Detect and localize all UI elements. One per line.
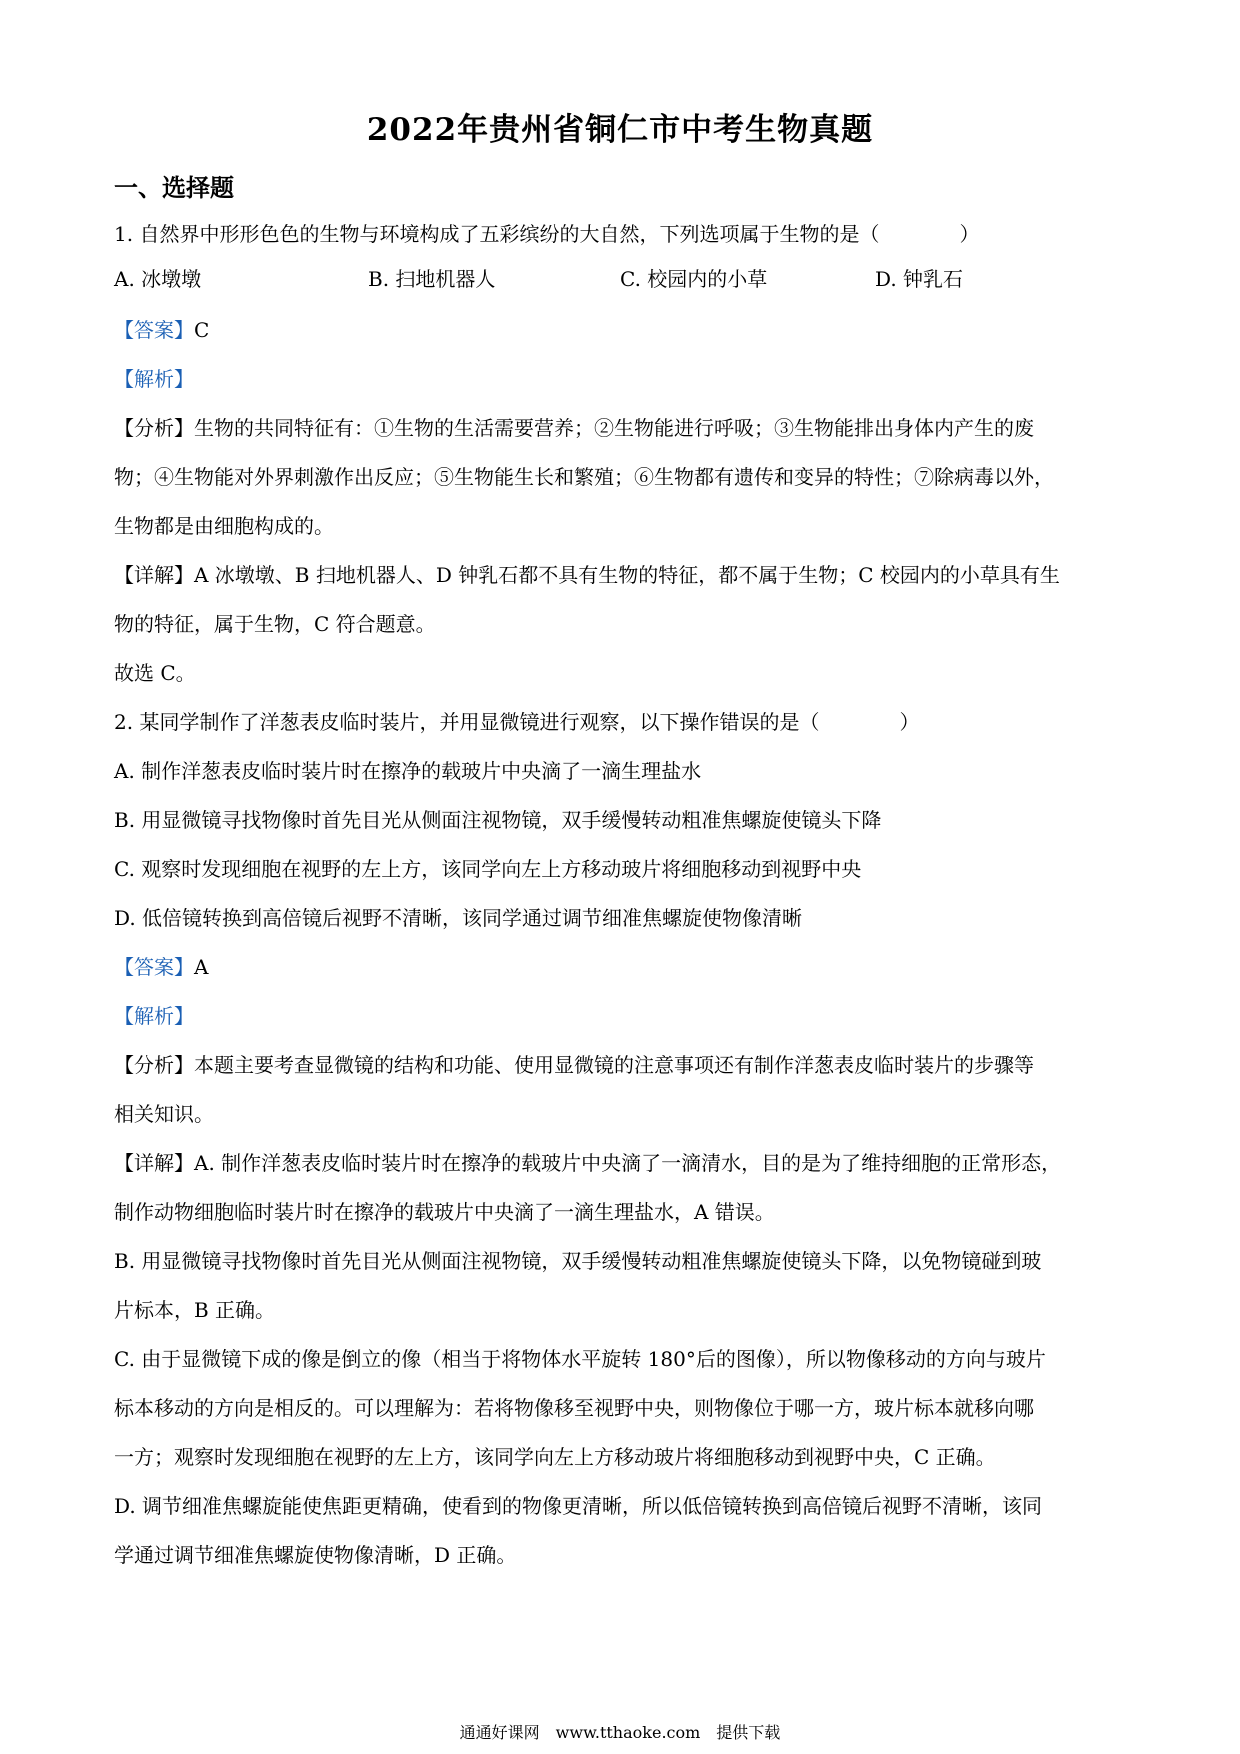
q2-answer [114, 953, 208, 981]
q1-option-b: B. 扫地机器人 [368, 267, 496, 291]
analysis-tag: 【解析】 [114, 1004, 194, 1028]
detail-tag: 【详解】 [114, 1151, 194, 1175]
q2-detail-line-4: 片标本，B 正确。 [114, 1298, 276, 1322]
q1-fenxi-line-1 [114, 414, 1034, 442]
page-footer: 通通好课网 www.tthaoke.com 提供下载 [459, 1723, 781, 1742]
q1-answer [114, 316, 209, 344]
q1-detail-line-2: 物的特征，属于生物，C 符合题意。 [114, 612, 436, 636]
q1-analysis-tag [114, 365, 194, 393]
q2-fenxi-line-2: 相关知识。 [114, 1102, 214, 1126]
q2-detail-line-5: C. 由于显微镜下成的像是倒立的像（相当于将物体水平旋转 180°后的图像），所以物像移动的方向与玻片 [114, 1347, 1046, 1371]
answer-tag: 【答案】 [114, 318, 194, 342]
question-2-stem: 2. 某同学制作了洋葱表皮临时装片，并用显微镜进行观察，以下操作错误的是（ ） [114, 710, 920, 734]
q2-detail-line-7: 一方；观察时发现细胞在视野的左上方，该同学向左上方移动玻片将细胞移动到视野中央，C 正确。 [114, 1445, 996, 1469]
detail-text: A 冰墩墩、B 扫地机器人、D 钟乳石都不具有生物的特征，都不属于生物；C 校园内的小草具有生 [194, 563, 1060, 587]
page-title: 2022年贵州省铜仁市中考生物真题 [366, 112, 874, 148]
q2-option-c: C. 观察时发现细胞在视野的左上方，该同学向左上方移动玻片将细胞移动到视野中央 [114, 857, 862, 881]
answer-tag: 【答案】 [114, 955, 194, 979]
fenxi-tag: 【分析】 [114, 1053, 194, 1077]
q2-detail-line-6: 标本移动的方向是相反的。可以理解为：若将物像移至视野中央，则物像位于哪一方，玻片标本就移向哪 [114, 1396, 1034, 1420]
detail-tag: 【详解】 [114, 563, 194, 587]
q2-detail-line-1 [114, 1149, 1061, 1177]
section-heading: 一、选择题 [114, 173, 234, 202]
fenxi-text: 生物的共同特征有：①生物的生活需要营养；②生物能进行呼吸；③生物能排出身体内产生的废 [194, 416, 1034, 440]
fenxi-tag: 【分析】 [114, 416, 194, 440]
q1-option-a: A. 冰墩墩 [114, 267, 202, 291]
q1-conclusion: 故选 C。 [114, 661, 196, 685]
q2-fenxi-line-1 [114, 1051, 1034, 1079]
q2-option-b: B. 用显微镜寻找物像时首先目光从侧面注视物镜，双手缓慢转动粗准焦螺旋使镜头下降 [114, 808, 882, 832]
fenxi-text: 本题主要考查显微镜的结构和功能、使用显微镜的注意事项还有制作洋葱表皮临时装片的步骤等 [194, 1053, 1034, 1077]
q2-detail-line-8: D. 调节细准焦螺旋能使焦距更精确，使看到的物像更清晰，所以低倍镜转换到高倍镜后视野不清晰，该同 [114, 1494, 1043, 1518]
q1-detail-line-1 [114, 561, 1060, 589]
q2-detail-line-9: 学通过调节细准焦螺旋使物像清晰，D 正确。 [114, 1543, 517, 1567]
detail-text: A. 制作洋葱表皮临时装片时在擦净的载玻片中央滴了一滴清水，目的是为了维持细胞的正常形态， [194, 1151, 1062, 1175]
q2-detail-line-3: B. 用显微镜寻找物像时首先目光从侧面注视物镜，双手缓慢转动粗准焦螺旋使镜头下降，以免物镜碰到玻 [114, 1249, 1042, 1273]
analysis-tag: 【解析】 [114, 367, 194, 391]
q1-option-d: D. 钟乳石 [875, 267, 964, 291]
q2-analysis-tag [114, 1002, 194, 1030]
answer-value: A [194, 955, 209, 979]
question-1-stem: 1. 自然界中形形色色的生物与环境构成了五彩缤纷的大自然，下列选项属于生物的是（ ） [114, 222, 980, 246]
answer-value: C [194, 318, 210, 342]
q2-option-a: A. 制作洋葱表皮临时装片时在擦净的载玻片中央滴了一滴生理盐水 [114, 759, 702, 783]
q1-fenxi-line-3: 生物都是由细胞构成的。 [114, 514, 334, 538]
q1-fenxi-line-2: 物；④生物能对外界刺激作出反应；⑤生物能生长和繁殖；⑥生物都有遗传和变异的特性；⑦除病毒以外， [114, 465, 1054, 489]
q1-option-c: C. 校园内的小草 [620, 267, 768, 291]
q2-option-d: D. 低倍镜转换到高倍镜后视野不清晰，该同学通过调节细准焦螺旋使物像清晰 [114, 906, 803, 930]
q2-detail-line-2: 制作动物细胞临时装片时在擦净的载玻片中央滴了一滴生理盐水，A 错误。 [114, 1200, 775, 1224]
